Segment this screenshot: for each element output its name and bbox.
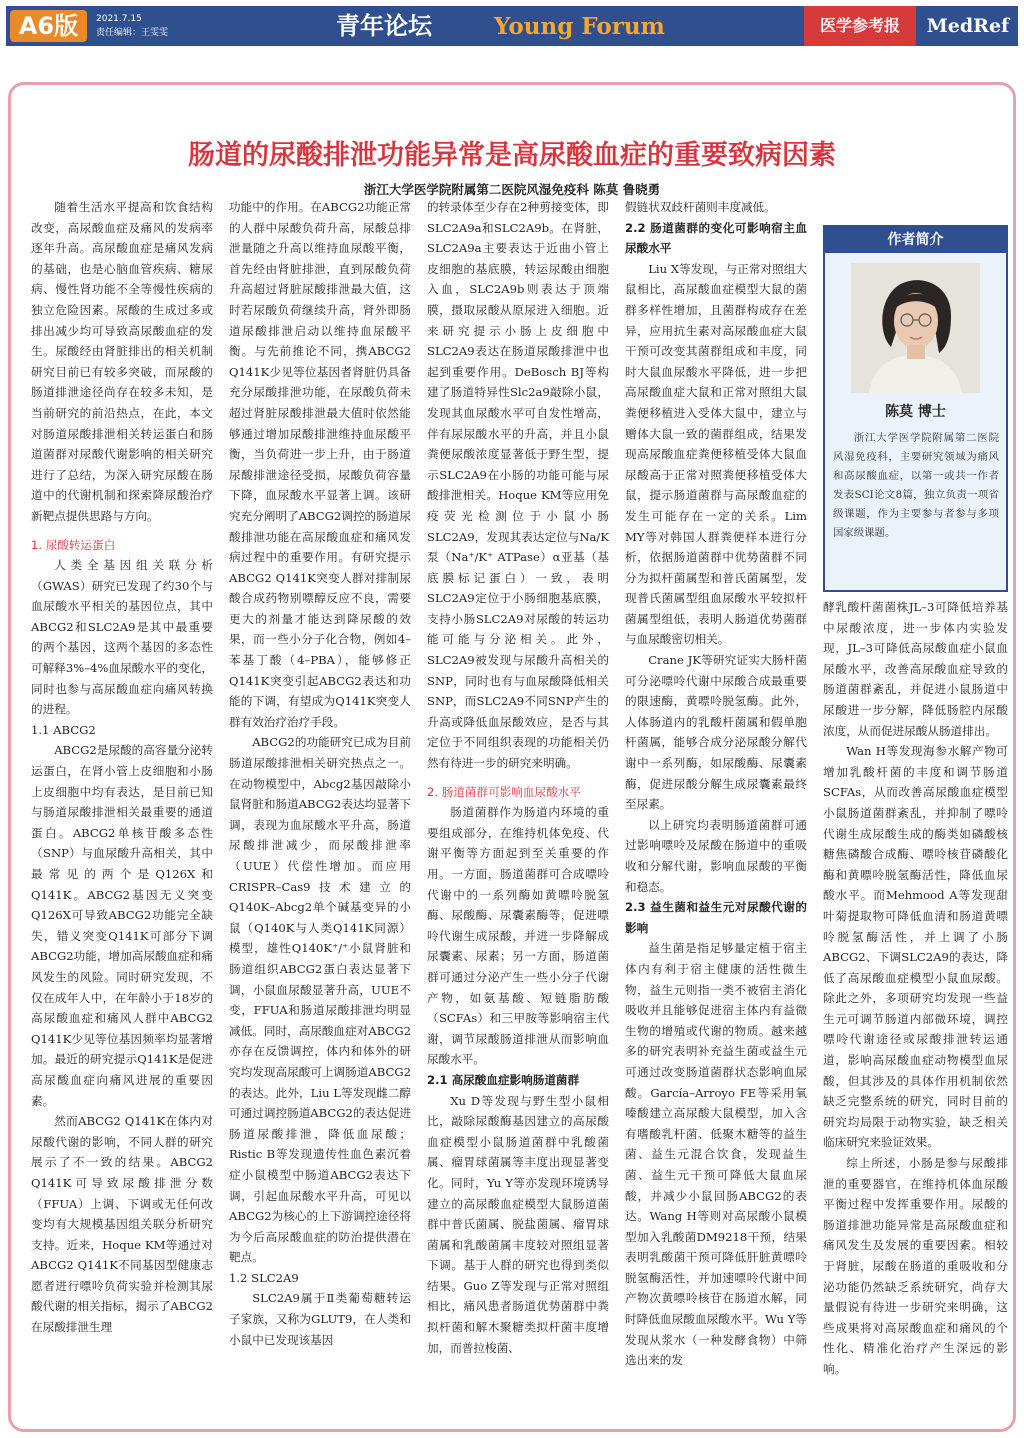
page-number-badge: A6版: [10, 10, 87, 42]
subsection-heading: 2.3 益生菌和益生元对尿酸代谢的影响: [625, 900, 807, 935]
paragraph: SLC2A9属于Ⅱ类葡萄糖转运子家族，又称为GLUT9，在人类和小鼠中已发现该基因: [229, 1291, 411, 1347]
editor-credit: 责任编辑：王雯雯: [96, 28, 169, 38]
paragraph: 的转录体至少存在2种剪接变体，即SLC2A9a和SLC2A9b。在肾脏，SLC2A9a主要表达于近曲小管上皮细胞的基底膜，转运尿酸由细胞入血，SLC2A9b则表达于顶端膜，摄取尿酸从原尿进入细胞。近来研究提示小肠上皮细胞中SLC2A9表达在肠道尿酸排泄中也起到重要作用。DeBosch BJ等构建了肠道特异性Slc2a9敲除小鼠，发现其血尿酸水平可自发性增高，伴有尿尿酸水平的升高，并且小鼠粪便尿酸浓度显著低于野生型，提示SLC2A9在小肠的功能可能与尿酸排泄相关。Hoque KM等应用免疫荧光检测位于小鼠小肠SLC2A9，发现其表达定位与Na/K泵（Na⁺/K⁺ ATPase）α亚基（基底膜标记蛋白）一致，表明SLC2A9定位于小肠细胞基底膜，支持小肠SLC2A9对尿酸的转运功能可能与分泌相关。此外，SLC2A9被发现与尿酸升高相关的SNP，同时也有与血尿酸降低相关SNP，而SLC2A9不同SNP产生的升高或降低血尿酸效应，是否与其定位于不同组织表现的功能相关仍然有待进一步的研究来明确。: [427, 200, 609, 771]
author-box-title: 作者简介: [825, 227, 1006, 253]
paragraph: Wan H等发现海参水解产物可增加乳酸杆菌的丰度和调节肠道SCFAs，从而改善高尿酸血症模型小鼠肠道菌群紊乱，并抑制了嘌呤代谢生成尿酸生成的酶类如磷酸核糖焦磷酸合成酶、嘌呤核苷磷酸化酶和黄嘌呤脱氢酶活性，降低血尿酸水平。而Mehmood A等发现甜叶菊提取物可降低血清和肠道黄嘌呤脱氢酶活性，并上调了小肠ABCG2、下调SLC2A9的表达，降低了高尿酸血症模型小鼠血尿酸。除此之外，多项研究均发现一些益生元可调节肠道内部微环境，调控嘌呤代谢途径或尿酸排泄转运通道，影响高尿酸血症动物模型血尿酸，但其涉及的具体作用机制依然缺乏完整系统的研究，同时目前的研究均局限于动物实验，缺乏相关临床研究来验证效果。: [823, 744, 1008, 1150]
paragraph: 以上研究均表明肠道菌群可通过影响嘌呤及尿酸在肠道中的重吸收和分解代谢，影响血尿酸的平衡和稳态。: [625, 817, 807, 894]
paragraph: 随着生活水平提高和饮食结构改变，高尿酸血症及痛风的发病率逐年升高。高尿酸血症是痛风发病的基础，也是心脑血管疾病、糖尿病、慢性肾功能不全等慢性疾病的独立危险因素。尿酸的生成过多或排出减少均可导致高尿酸血症的发生。尿酸经由肾脏排出的相关机制研究目前已有较多突破，而尿酸的肠道排泄途径尚存在较多未知，是当前研究的前沿热点，在此，本文对肠道尿酸排泄相关转运蛋白和肠道菌群对尿酸代谢影响的相关研究进行了总结，为深入研究尿酸在肠道中的代谢机制和探索降尿酸治疗新靶点提供思路与方向。: [31, 200, 213, 523]
section-title-en: Young Forum: [494, 13, 665, 40]
paragraph: 益生菌是指足够量定植于宿主体内有利于宿主健康的活性微生物，益生元则指一类不被宿主消化吸收并且能够促进宿主体内有益微生物的增殖或代谢的物质。越来越多的研究表明补充益生菌或益生元可通过改变肠道菌群状态影响血尿酸。García–Arroyo FE等采用氧嗪酸建立高尿酸大鼠模型，加入含有嗜酸乳杆菌、低聚木糖等的益生菌、益生元混合饮食，发现益生菌、益生元干预可降低大鼠血尿酸，并减少小鼠回肠ABCG2的表达。Wang H等则对高尿酸小鼠模型加入乳酸菌DM9218干预，结果表明乳酸菌干预可降低肝脏黄嘌呤脱氢酶活性，并加速嘌呤代谢中间产物次黄嘌呤核苷在肠道水解，同时降低血尿酸血尿酸水平。Wu Y等发现从浆水（一种发酵食物）中筛选出来的发: [625, 941, 807, 1368]
text-column-1: [31, 197, 213, 1338]
subsection-heading: 2.2 肠道菌群的变化可影响宿主血尿酸水平: [625, 220, 807, 256]
paragraph: 然而ABCG2 Q141K在体内对尿酸代谢的影响，不同人群的研究展示了不一致的结果。ABCG2 Q141K可导致尿酸排泄分数（FFUA）上调、下调或无任何改变均有大规模基因组关联分析研究支持。近来，Hoque KM等通过对ABCG2 Q141K不同基因型健康志愿者进行嘌呤负荷实验并检测其尿酸代谢的相关指标，揭示了ABCG2在尿酸排泄生理: [31, 1114, 213, 1335]
article-byline: 浙江大学医学院附属第二医院风湿免疫科 陈莫 鲁晓勇: [363, 182, 661, 197]
paragraph: 人类全基因组关联分析（GWAS）研究已发现了约30个与血尿酸水平相关的基因位点，其中ABCG2和SLC2A9是其中最重要的两个基因，这两个基因的多态性可解释3%–4%血尿酸水平的变化，同时也参与高尿酸血症向痛风转换的进程。: [31, 558, 213, 717]
article-title: 肠道的尿酸排泄功能异常是高尿酸血症的重要致病因素: [188, 140, 836, 171]
article-card: [8, 82, 1016, 1432]
text-column-4: [625, 197, 807, 1371]
section-heading: 1. 尿酸转运蛋白: [31, 537, 116, 552]
subsection-heading: 2.1 高尿酸血症影响肠道菌群: [427, 1072, 580, 1087]
text-column-3: [427, 197, 609, 1358]
paragraph: Crane JK等研究证实大肠杆菌可分泌嘌呤代谢中尿酸合成最重要的限速酶，黄嘌呤脱氢酶。此外，人体肠道内的乳酸杆菌属和假单胞杆菌属，能够合成分泌尿酸分解代谢中一系列酶，如尿酸酶、尿囊素酶，促进尿酸分解生成尿囊素最终至尿素。: [625, 653, 807, 812]
paragraph: Xu D等发现与野生型小鼠相比，敲除尿酸酶基因建立的高尿酸血症模型小鼠肠道菌群中乳酸菌属、瘤胃球菌属等丰度出现显著变化。同时，Yu Y等亦发现环境诱导建立的高尿酸血症模型大鼠肠道菌群中普氏菌属、脱盐菌属、瘤胃球菌属和乳酸菌属丰度较对照组显著下调。基于人群的研究也得到类似结果。Guo Z等发现与正常对照组相比，痛风患者肠道优势菌群中粪拟杆菌和解木聚糖类拟杆菌丰度增加，而普拉梭菌、: [427, 1093, 609, 1355]
section-heading: 2. 肠道菌群可影响血尿酸水平: [427, 784, 581, 799]
portrait-icon: [851, 263, 980, 393]
paragraph: 功能中的作用。在ABCG2功能正常的人群中尿酸负荷升高，尿酸总排泄量随之升高以维持血尿酸平衡，首先经由肾脏排泄，直到尿酸负荷升高超过肾脏尿酸排泄最大值，这时若尿酸负荷继续升高，肾外即肠道尿酸排泄启动以维持血尿酸平衡。与先前推论不同，携ABCG2 Q141K少见等位基因者肾脏仍具备充分尿酸排泄功能，在尿酸负荷未超过肾脏尿酸排泄最大值时依然能够通过增加尿酸排泄维持血尿酸平衡，当负荷进一步上升，由于肠道尿酸排泄途径受损，尿酸负荷容量下降，血尿酸水平显著上调。该研究充分阐明了ABCG2调控的肠道尿酸排泄功能在高尿酸血症和痛风发病过程中的重要作用。有研究提示ABCG2 Q141K突变人群对排制尿酸合成药物别嘌醇反应不良，需要更大的剂量才能达到降尿酸的效果，而一些小分子化合物，例如4–苯基丁酸（4–PBA），能够修正Q141K突变引起ABCG2表达和功能的下调，有望成为Q141K突变人群有效治疗治疗手段。: [229, 200, 411, 729]
author-bio: 浙江大学医学院附属第二医院风湿免疫科，主要研究领域为痛风和高尿酸血症，以第一或共一作者发表SCI论文8篇，独立负责一项省级课题，作为主要参与者参与多项国家级课题。: [833, 432, 999, 539]
paragraph: 假链状双歧杆菌则丰度减低。: [625, 200, 776, 214]
issue-date: 2021.7.15: [96, 14, 142, 24]
text-column-5: [823, 597, 1008, 1380]
subsection-heading: 1.1 ABCG2: [31, 722, 96, 737]
paragraph: 酵乳酸杆菌菌株JL–3可降低培养基中尿酸浓度，进一步体内实验发现，JL–3可降低高尿酸血症小鼠血尿酸水平，改善高尿酸血症导致的肠道菌群紊乱，并促进小鼠肠道中尿酸进一步分解，降低肠腔内尿酸浓度，从而促进尿酸从肠道排出。: [823, 600, 1008, 738]
paragraph: 肠道菌群作为肠道内环境的重要组成部分，在维持机体免疫、代谢平衡等方面起到至关重要的作用。一方面，肠道菌群可合成嘌呤代谢中的一系列酶如黄嘌呤脱氢酶、尿酸酶、尿囊素酶等，促进嘌呤代谢生成尿酸，并进一步降解成尿囊素、尿素；另一方面，肠道菌群可通过分泌产生一些小分子代谢产物，如氨基酸、短链脂肪酸（SCFAs）和三甲胺等影响宿主代谢，调节尿酸肠道排泄从而影响血尿酸水平。: [427, 805, 609, 1067]
author-photo: [851, 263, 980, 393]
paper-name-en: MedRef: [926, 15, 1010, 37]
page-header: [6, 6, 1018, 46]
text-column-2: [229, 197, 411, 1350]
author-box: [823, 225, 1008, 592]
issue-meta: [96, 12, 168, 40]
subsection-heading: 1.2 SLC2A9: [229, 1270, 299, 1285]
paragraph: ABCG2是尿酸的高容量分泌转运蛋白，在肾小管上皮细胞和小肠上皮细胞中均有表达，是目前已知与肠道尿酸排泄相关最重要的通道蛋白。ABCG2单核苷酸多态性（SNP）与血尿酸升高相关，其中最常见的两个是Q126X和Q141K。ABCG2基因无义突变Q126X可导致ABCG2功能完全缺失，错义突变Q141K可部分下调ABCG2功能，增加高尿酸血症和痛风发生的风险。同时研究发现，不仅在成年人中，在年龄小于18岁的高尿酸血症和痛风人群中ABCG2 Q141K少见等位基因频率均显著增加。最近的研究提示Q141K是促进高尿酸血症向痛风进展的重要因素。: [31, 743, 213, 1108]
paragraph: 综上所述，小肠是参与尿酸排泄的重要器官，在维持机体血尿酸平衡过程中发挥重要作用。尿酸的肠道排泄功能异常是高尿酸血症和痛风发生及发展的重要因素。相较于肾脏，尿酸在肠道的重吸收和分泌功能仍然缺乏系统研究，尚存大量假说有待进一步研究来明确，这些成果将对高尿酸血症和痛风的个性化、精准化治疗产生深远的影响。: [823, 1156, 1008, 1376]
paper-name: 医学参考报: [804, 6, 916, 46]
section-title: 青年论坛: [336, 12, 432, 40]
paragraph: ABCG2的功能研究已成为目前肠道尿酸排泄相关研究热点之一。在动物模型中，Abcg2基因敲除小鼠肾脏和肠道ABCG2表达均显著下调，表现为血尿酸水平升高，肠道尿酸排泄减少，而尿酸排泄率（UUE）代偿性增加。而应用CRISPR–Cas9技术建立的Q140K–Abcg2单个碱基变异的小鼠（Q140K与人类Q141K同源）模型，雄性Q140K⁺/⁺小鼠肾脏和肠道组织ABCG2蛋白表达显著下调，小鼠血尿酸显著升高，UUE不变，FFUA和肠道尿酸排泄均明显减低。同时，高尿酸血症对ABCG2亦存在反馈调控，体内和体外的研究均发现高尿酸可上调肠道ABCG2的表达。此外，Liu L等发现雌二醇可通过调控肠道ABCG2的表达促进肠道尿酸排泄，降低血尿酸；Ristic B等发现遗传性血色素沉着症小鼠模型中肠道ABCG2表达下调，引起血尿酸水平升高，可见以ABCG2为核心的上下游调控途径将为今后高尿酸血症的防治提供潜在靶点。: [229, 735, 411, 1265]
author-name: 陈莫 博士: [885, 404, 946, 420]
paragraph: Liu X等发现，与正常对照组大鼠相比，高尿酸血症模型大鼠的菌群多样性增加，且菌群构成存在差异，应用抗生素对高尿酸血症大鼠干预可改变其菌群组成和丰度，同时大鼠血尿酸水平降低，进一步把高尿酸血症大鼠和正常对照组大鼠粪便移植进入受体大鼠中，建立与赠体大鼠一致的菌群组成，结果发现高尿酸血症粪便移植受体大鼠血尿酸高于正常对照粪便移植受体大鼠，提示肠道菌群与高尿酸血症的发生可能存在一定的关系。Lim MY等对韩国人群粪便样本进行分析，依据肠道菌群中优势菌群不同分为拟杆菌属型和普氏菌属型，发现普氏菌属型组血尿酸水平较拟杆菌属型组低，表明人肠道优势菌群与血尿酸密切相关。: [625, 261, 807, 647]
